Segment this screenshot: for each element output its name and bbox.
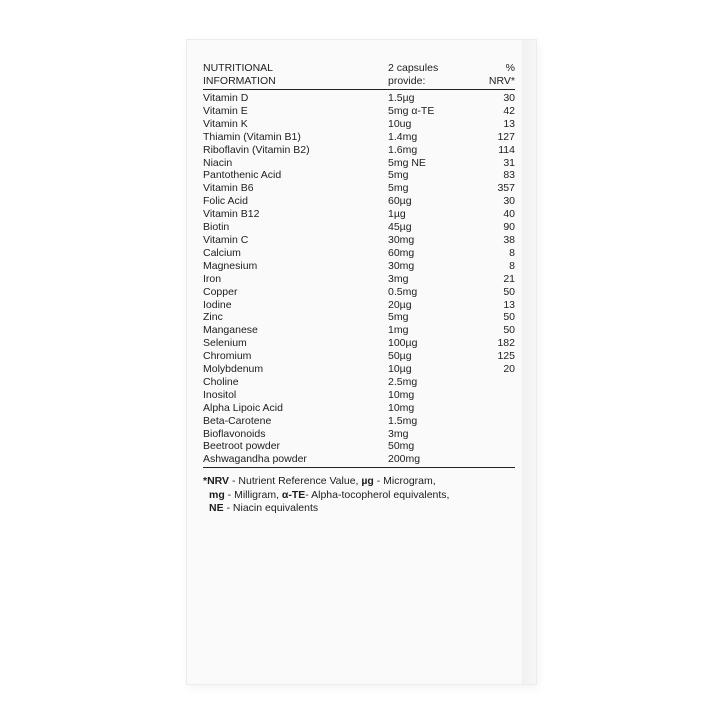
footnote-line-2 [203,489,515,503]
footnote-ate-def: - Alpha-tocopherol equivalents, [305,488,450,501]
nutrient-name: Vitamin D [203,92,249,104]
nutrient-name: Bioflavonoids [203,427,266,440]
nutrient-nrv [474,453,515,466]
nutrient-name: Chromium [203,350,252,363]
nutrient-nrv: 50 [503,285,515,298]
nutrient-name: Copper [203,285,238,298]
nutrient-name: Magnesium [203,259,258,272]
footnote-mg-def: - Milligram, [224,488,282,501]
nutrient-amount: 1µg [388,208,406,221]
header-col3-line1: % [505,62,515,74]
nutrient-name: Riboflavin (Vitamin B2) [203,143,310,156]
nutrient-name: Manganese [203,324,258,337]
nutrient-name: Molybdenum [203,363,264,376]
table-row [203,402,515,415]
box-side-edge [522,40,536,684]
nutrient-nrv: 50 [503,311,515,324]
table-row [203,311,515,324]
table-row [203,105,515,118]
nutrient-name: Inositol [203,388,237,401]
nutrient-amount: 10µg [388,363,412,376]
nutrient-rows [203,90,515,468]
nutrient-nrv [474,376,515,389]
table-row [203,182,515,195]
footnote-mg-term: mg [209,488,225,501]
header-col1-line2: INFORMATION [203,74,276,87]
nutrient-name: Choline [203,375,239,388]
table-row [203,299,515,312]
table-row [203,195,515,208]
table-row [203,92,515,105]
header-nrv [474,62,515,87]
table-row [203,350,515,363]
nutrient-nrv: 127 [497,130,515,143]
nutrient-name: Vitamin E [203,104,248,117]
nutrient-nrv [474,402,515,415]
nutrient-amount: 2.5mg [388,375,418,388]
nutrient-amount: 60µg [388,195,412,208]
nutrient-nrv: 114 [498,143,515,156]
nutrient-amount: 30mg [388,233,415,246]
table-row [203,131,515,144]
nutrient-nrv [474,428,515,441]
nutrient-name: Vitamin B12 [203,208,260,221]
table-row [203,273,515,286]
nutrient-amount: 5mg [388,169,409,182]
nutrient-name: Vitamin B6 [203,182,254,195]
nutrient-amount: 5mg [388,182,409,195]
nutrient-amount: 3mg [388,272,409,285]
table-row [203,376,515,389]
nutrient-nrv: 38 [503,233,515,246]
nutrient-name: Vitamin K [203,117,248,130]
nutrient-nrv [474,415,515,428]
footnote-ug-def: - Microgram, [373,475,436,488]
nutrient-name: Selenium [203,337,247,350]
table-row [203,221,515,234]
footnote-ate-term: α-TE [281,488,306,501]
nutrition-panel [203,62,515,516]
nutrient-amount: 200mg [388,453,421,466]
nutrient-nrv: 30 [503,195,515,208]
table-row [203,169,515,182]
nutrient-amount: 5mg [388,311,409,324]
table-row [203,144,515,157]
nutrient-amount: 10ug [388,117,412,130]
nutrient-nrv: 13 [503,117,515,130]
nutrient-nrv: 8 [509,259,515,272]
footnote-ne-term: NE [209,502,224,515]
table-row [203,337,515,350]
nutrient-nrv: 357 [497,182,515,195]
footnote-line-1 [203,475,515,489]
footnote-line-3 [203,502,515,516]
nutrient-amount: 1.5mg [388,414,418,427]
nutrient-nrv: 21 [503,272,515,285]
nutrient-name: Zinc [203,311,223,324]
nutrient-nrv: 90 [503,221,515,234]
nutrient-nrv: 31 [503,156,515,169]
footnote-nrv-term: *NRV [203,475,230,488]
table-row [203,363,515,376]
header-col1-line1: NUTRITIONAL [203,62,274,74]
table-row [203,118,515,131]
nutrient-nrv: 13 [503,298,515,311]
nutrient-amount: 1.5µg [388,92,415,104]
nutrient-amount: 1.6mg [388,143,418,156]
footnote-ug-term: µg [361,475,374,488]
nutrient-amount: 5mg α-TE [388,104,435,117]
header-col2-line1: 2 capsules [388,62,439,74]
header-col3-line2: NRV* [488,74,515,87]
nutrient-nrv: 83 [503,169,515,182]
nutrient-name: Vitamin C [203,233,249,246]
header-col2-line2: provide: [388,74,426,87]
nutrient-amount: 100µg [388,337,418,350]
table-header [203,62,515,90]
nutrient-nrv: 30 [503,92,515,104]
nutrient-name: Pantothenic Acid [203,169,282,182]
nutrient-amount: 20µg [388,298,412,311]
nutrient-name: Iron [203,272,222,285]
table-row [203,453,515,466]
table-row [203,324,515,337]
nutrient-amount: 30mg [388,259,415,272]
nutrient-name: Biotin [203,221,230,234]
nutrient-amount: 50µg [388,350,412,363]
nutrient-name: Iodine [203,298,232,311]
nutrient-name: Ashwagandha powder [203,453,307,466]
nutrient-nrv: 125 [497,350,515,363]
nutrient-name: Beetroot powder [203,440,281,453]
nutrient-name: Alpha Lipoic Acid [203,401,283,414]
nutrient-nrv: 42 [503,104,515,117]
nutrient-nrv: 182 [497,337,515,350]
table-row [203,234,515,247]
nutrient-nrv: 8 [509,246,515,259]
nutrient-name: Folic Acid [203,195,248,208]
nutrient-amount: 0.5mg [388,285,418,298]
table-row [203,440,515,453]
nutrient-amount: 50mg [388,440,415,453]
table-row [203,415,515,428]
header-nutritional-information [203,62,388,87]
nutrient-amount: 1mg [388,324,409,337]
table-row [203,389,515,402]
table-row [203,157,515,170]
footnote [203,475,515,516]
footnote-ne-def: - Niacin equivalents [223,502,319,515]
nutrient-name: Niacin [203,156,233,169]
header-amount [388,62,474,87]
nutrient-amount: 5mg NE [388,156,426,169]
table-row [203,286,515,299]
nutrient-nrv: 40 [503,208,515,221]
nutrient-amount: 3mg [388,427,409,440]
nutrient-name: Thiamin (Vitamin B1) [203,130,301,143]
nutrient-amount: 10mg [388,388,415,401]
nutrient-amount: 1.4mg [388,130,418,143]
nutrient-nrv: 20 [503,363,515,376]
nutrient-nrv: 50 [503,324,515,337]
nutrient-amount: 60mg [388,246,415,259]
nutrient-amount: 45µg [388,221,412,234]
table-row [203,260,515,273]
footnote-nrv-def: - Nutrient Reference Value, [229,475,362,488]
nutrient-name: Calcium [203,246,241,259]
nutrient-name: Beta-Carotene [203,414,272,427]
nutrient-amount: 10mg [388,401,415,414]
table-row [203,247,515,260]
table-row [203,208,515,221]
table-row [203,428,515,441]
nutrient-nrv [474,389,515,402]
nutrient-nrv [474,440,515,453]
